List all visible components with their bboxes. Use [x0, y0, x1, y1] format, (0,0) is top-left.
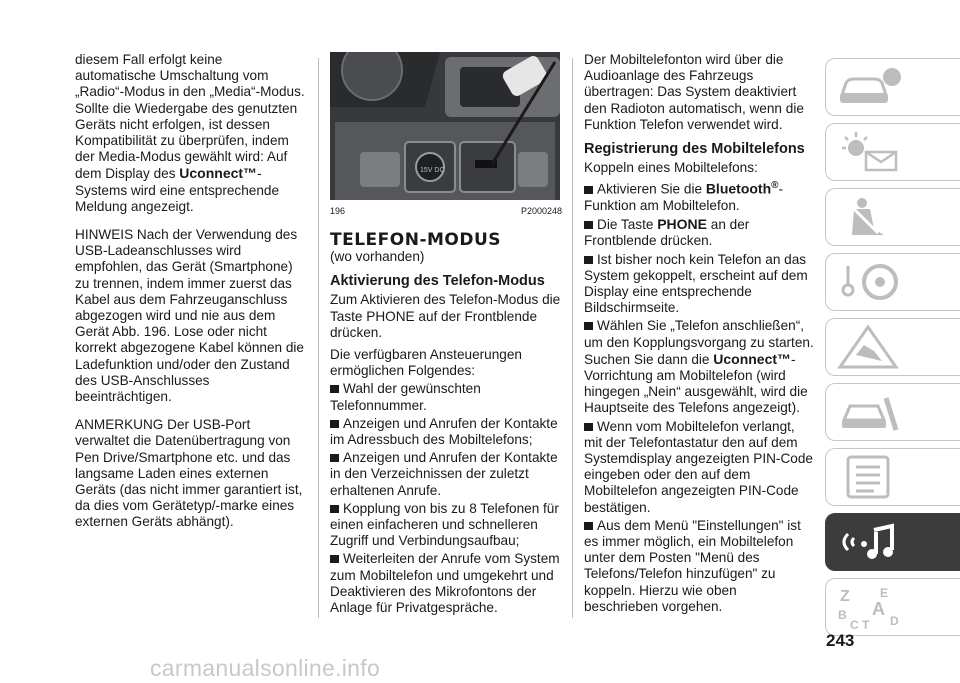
subsection-heading: Registrierung des Mobiltelefons [584, 141, 805, 158]
usb-console-illustration [330, 52, 560, 200]
uconnect-brand: Uconnect™ [179, 165, 258, 182]
bullet-icon [330, 555, 339, 563]
bluetooth-brand: Bluetooth [705, 180, 772, 197]
page-number: 243 [826, 631, 855, 650]
warning-triangle-icon [834, 325, 904, 369]
tab-multimedia[interactable] [825, 513, 960, 571]
paragraph-hinweis: HINWEIS Nach der Verwendung des USB-Ladeanschlusses wird empfohlen, das Gerät (Smartphone) zu trennen, indem immer zuerst das Kabel aus dem Fahrzeuganschluss abgezogen wird und nie aus dem Gerät Abb. 196. Lose oder nicht korrekt abgezogene Kabel können die Ladefunktion und/oder den Zustand des USB-Anschlusses beeinträchtigen. [75, 227, 304, 405]
chapter-tabs [825, 58, 960, 643]
svg-text:A: A [872, 599, 885, 619]
figure-caption [330, 203, 562, 219]
svg-text:C: C [850, 618, 859, 629]
seatbelt-icon [834, 195, 904, 239]
list-item: Wenn vom Mobiltelefon verlangt, mit der Telefontastatur den auf dem Systemdisplay angezeigten PIN-Code eingeben oder den auf dem Mobiltelefon angezeigten PIN-Code bestätigen. [584, 418, 813, 515]
list-item: Wählen Sie „Telefon anschließen“, um den Kopplungsvorgang zu starten. Suchen Sie dann die Uconnect™-Vorrichtung am Mobiltelefon (wird hingegen „Nein“ ausgewählt, wird die Hauptseite des Telefons angezeigt). [584, 318, 814, 416]
socket-label: 15V DC [420, 167, 445, 174]
subsection-heading: Aktivierung des Telefon-Modus [330, 273, 545, 290]
alphabet-index-icon [834, 585, 904, 629]
tab-emergency[interactable] [825, 318, 960, 376]
paragraph-audio: Der Mobiltelefonton wird über die Audioanlage des Fahrzeugs übertragen: Das System deaktiviert den Radioton automatisch, wenn die Funktion Telefon verwendet wird. [584, 52, 804, 132]
text-column-1 [75, 52, 305, 543]
tab-maintenance[interactable] [825, 383, 960, 441]
tab-instruments[interactable] [825, 123, 960, 181]
list-item: Kopplung von bis zu 8 Telefonen für einen einfacheren und schnelleren Zugriff und Verbindungsaufbau; [330, 500, 559, 549]
bullet-icon [584, 423, 593, 431]
list-item: Anzeigen und Anrufen der Kontakte in den Verzeichnissen der zuletzt erhaltenen Anrufe. [330, 450, 558, 498]
bullet-icon [330, 454, 339, 462]
list-item: Ist bisher noch kein Telefon an das System gekoppelt, erscheint auf dem Display eine entsprechende Bildschirmseite. [584, 251, 808, 316]
tab-safety[interactable] [825, 188, 960, 246]
section-heading: TELEFON-MODUS [330, 230, 502, 251]
tab-technical-data[interactable] [825, 448, 960, 506]
bullet-icon [584, 221, 593, 229]
list-item: Weiterleiten der Anrufe vom System zum Mobiltelefon und umgekehrt und Deaktivieren des Mikrofontons der Anlage für Privatgespräche. [330, 551, 560, 616]
paragraph-intro: Koppeln eines Mobiltelefons: [584, 160, 758, 176]
list-item: Aus dem Menü "Einstellungen" ist es immer möglich, ein Mobiltelefon unter dem Posten "Menü des Telefons/Telefon hinzufügen" zu koppeln. Hierzu wie oben beschrieben vorgehen. [584, 517, 801, 614]
sun-envelope-icon [834, 130, 904, 174]
svg-text:E: E [880, 586, 889, 600]
section-subheading: (wo vorhanden) [330, 249, 425, 265]
checklist-icon [834, 455, 904, 499]
multimedia-note-icon [834, 520, 904, 564]
usb-port-photo [330, 52, 560, 200]
column-divider [318, 58, 319, 618]
bullet-icon [584, 186, 593, 194]
list-item: Anzeigen und Anrufen der Kontakte im Adressbuch des Mobiltelefons; [330, 415, 558, 448]
car-info-icon [834, 65, 904, 109]
watermark: carmanualsonline.info [150, 655, 381, 681]
svg-text:Z: Z [840, 588, 850, 605]
figure-code: P2000248 [520, 206, 562, 216]
paragraph-controls: Die verfügbaren Ansteuerungen ermöglichen Folgendes: [330, 347, 522, 379]
paragraph-media-mode: diesem Fall erfolgt keine automatische Umschaltung vom „Radio“-Modus in den „Media“-Modus. Sollte die Wiedergabe des genutzten Geräts nicht erfolgen, ist dessen Kompatibilität zu überprüfen, indem der Media-Modus gewählt wird: Auf dem Display des Uconnect™-Systems wird eine entsprechende Meldung angezeigt. [75, 52, 305, 214]
steering-wheel-key-icon [834, 260, 904, 304]
bullet-icon [330, 505, 339, 513]
bullet-icon [330, 420, 339, 428]
list-item: Aktivieren Sie die Bluetooth®-Funktion am Mobiltelefon. [584, 180, 784, 213]
paragraph-activate: Zum Aktivieren des Telefon-Modus die Taste PHONE auf der Frontblende drücken. [330, 292, 561, 340]
svg-text:D: D [890, 614, 899, 628]
list-item: Die Taste PHONE an der Frontblende drücken. [584, 216, 750, 249]
phone-key-label: PHONE [657, 216, 707, 233]
service-wrench-icon [834, 390, 904, 434]
svg-text:T: T [862, 618, 870, 629]
bullet-icon [584, 522, 593, 530]
svg-text:B: B [838, 608, 847, 622]
bullet-icon [330, 385, 339, 393]
tab-index[interactable] [825, 578, 960, 636]
list-item: Wahl der gewünschten Telefonnummer. [330, 381, 481, 413]
figure-number: 196 [330, 206, 346, 216]
text-column-3 [584, 52, 814, 615]
bullet-icon [584, 256, 593, 264]
tab-vehicle-info[interactable] [825, 58, 960, 116]
bullet-icon [584, 322, 593, 330]
column-divider [572, 58, 573, 618]
paragraph-anmerkung: ANMERKUNG Der USB-Port verwaltet die Datenübertragung von Pen Drive/Smartphone etc. und das langsame Laden eines externen Geräts (das nicht immer garantiert ist, da dies vom Gerätetyp/-marke eines externen Geräts abhängt). [75, 417, 303, 530]
text-column-2 [330, 52, 562, 616]
tab-driving[interactable] [825, 253, 960, 311]
uconnect-brand: Uconnect™ [713, 350, 792, 367]
